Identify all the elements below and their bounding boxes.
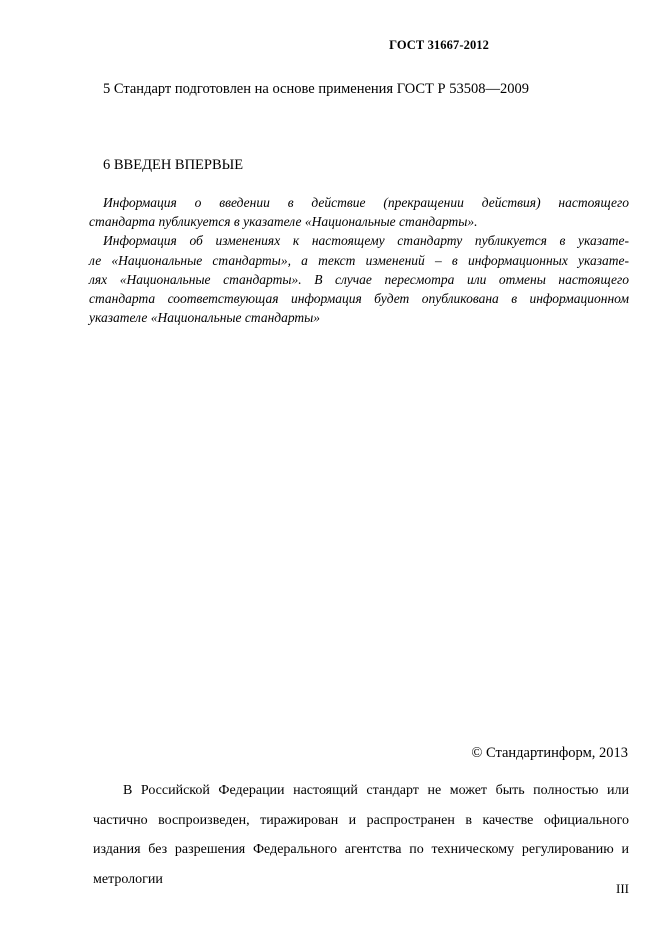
document-number-header: ГОСТ 31667-2012 [389, 38, 489, 52]
item-6-text: 6 ВВЕДЕН ВПЕРВЫЕ [103, 157, 244, 173]
info-line: ле «Национальные стандарты», а текст изменений – в информационных указате- [89, 252, 629, 268]
publication-info-block [89, 193, 629, 327]
copyright-notice: © Стандартинформ, 2013 [471, 745, 628, 761]
rights-line: частично воспроизведен, тиражирован и распространен в качестве официального [93, 812, 629, 828]
info-line: Информация о введении в действие (прекращении действия) настоящего [103, 195, 629, 210]
rights-line: издания без разрешения Федерального агентства по техническому регулированию и [93, 842, 629, 857]
rights-line: метрологии [93, 871, 163, 887]
item-5-text: 5 Стандарт подготовлен на основе применения ГОСТ Р 53508—2009 [103, 81, 529, 97]
info-line: Информация об изменениях к настоящему стандарту публикуется в указате- [103, 233, 629, 249]
info-line: указателе «Национальные стандарты» [89, 310, 321, 326]
reproduction-rights-notice [93, 776, 629, 894]
info-line: стандарта публикуется в указателе «Национальные стандарты». [89, 214, 478, 230]
rights-line: В Российской Федерации настоящий стандарт не может быть полностью или [123, 783, 629, 798]
page-number: III [616, 881, 629, 896]
info-line: стандарта соответствующая информация будет опубликована в информационном [89, 291, 629, 307]
info-line: лях «Национальные стандарты». В случае пересмотра или отмены настоящего [89, 271, 629, 287]
